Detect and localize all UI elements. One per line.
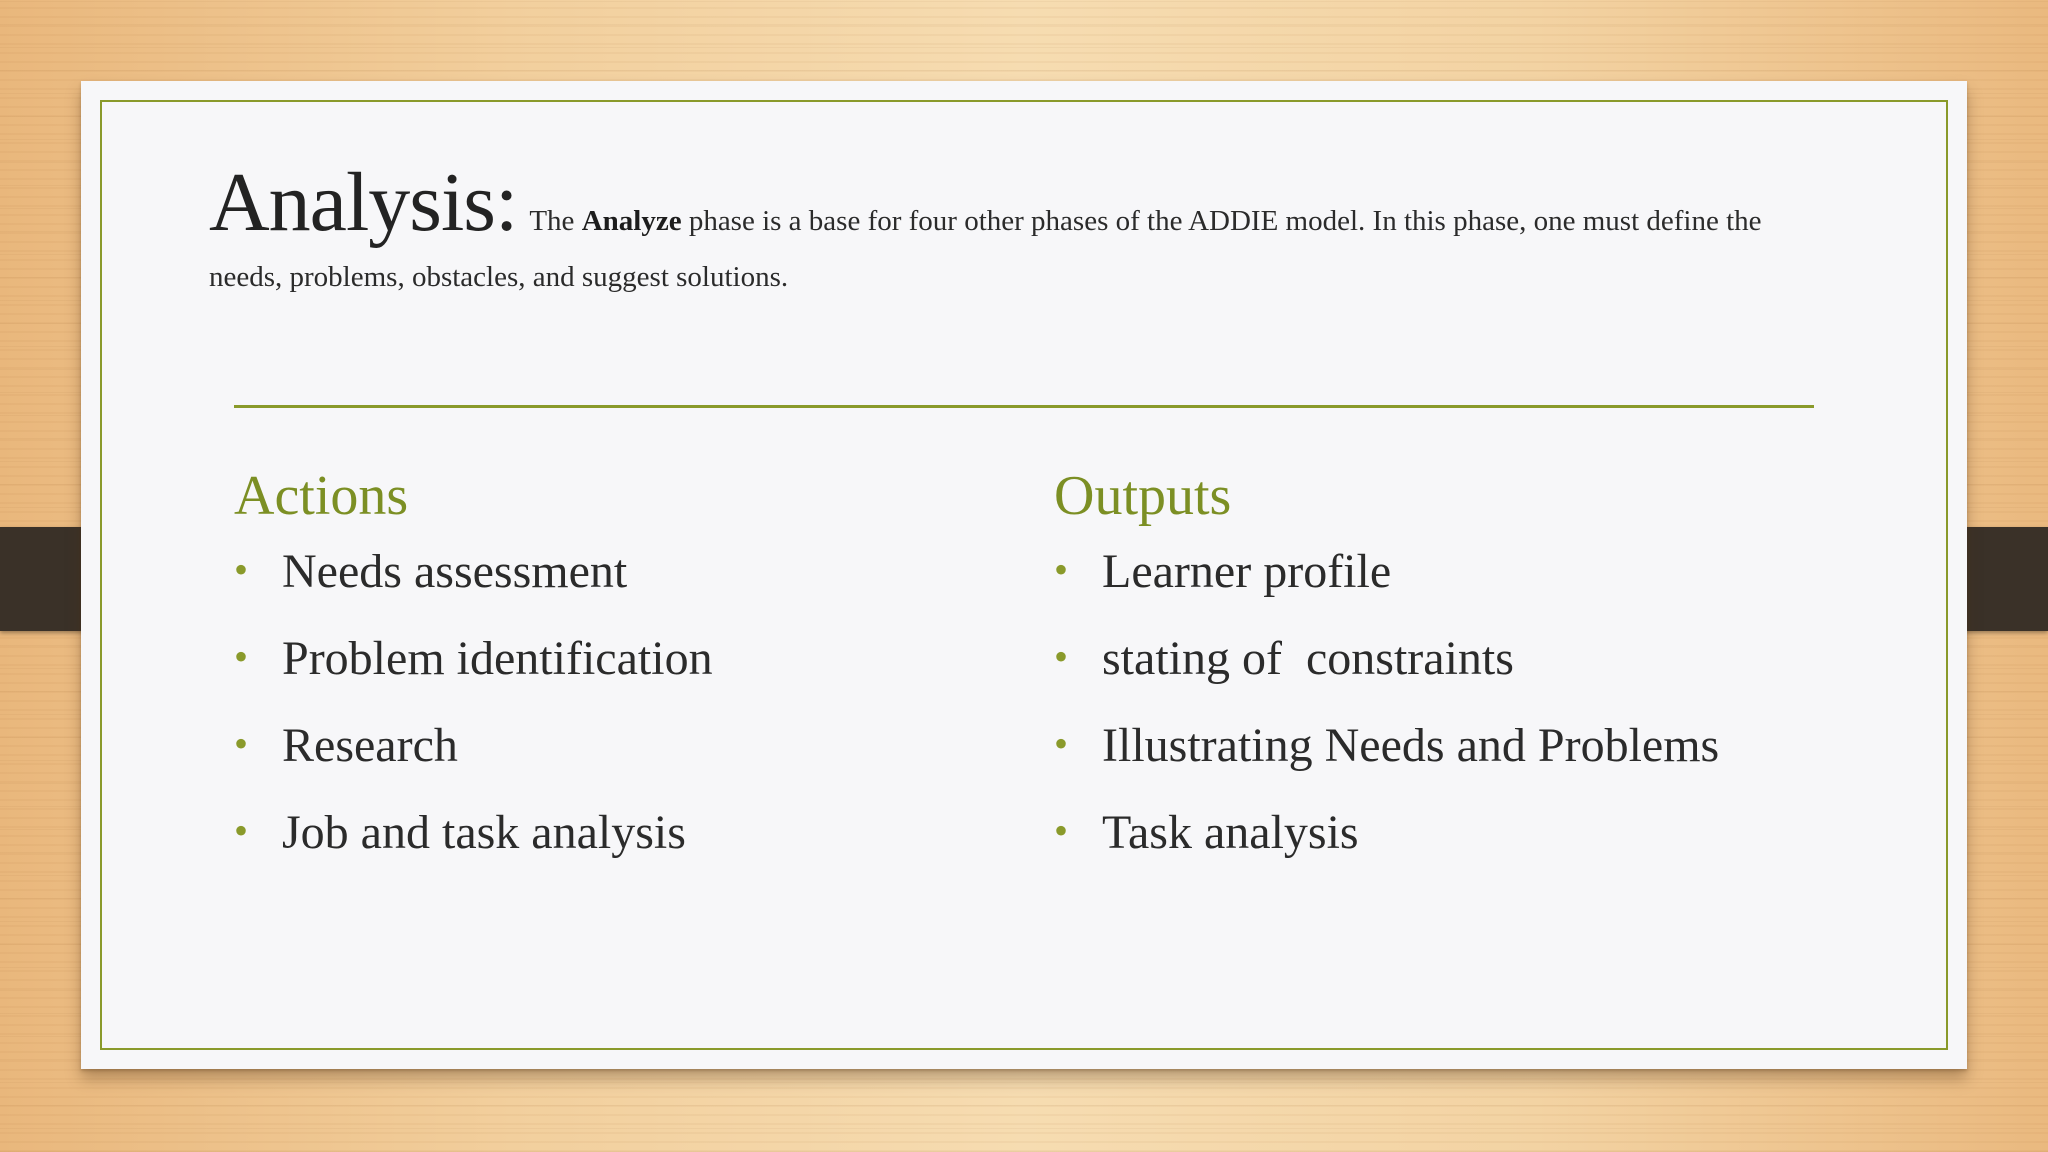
list-item — [234, 798, 1014, 885]
list-item — [1054, 624, 1854, 711]
outputs-list — [1054, 537, 1854, 885]
list-item-label: Problem identification — [282, 632, 713, 685]
list-item — [1054, 537, 1854, 624]
outputs-column — [1054, 461, 1854, 885]
bullet-icon: • — [234, 634, 249, 679]
list-item-label: Research — [282, 719, 458, 772]
list-item-label: Task analysis — [1102, 806, 1359, 859]
list-item — [234, 537, 1014, 624]
bullet-icon: • — [234, 808, 249, 853]
bullet-icon: • — [1054, 721, 1069, 766]
list-item — [234, 711, 1014, 798]
bullet-icon: • — [1054, 808, 1069, 853]
list-item — [234, 624, 1014, 711]
intro-bold: Analyze — [581, 205, 682, 237]
intro-post: phase is a base for four other phases of the ADDIE model. In this phase, one must define the needs, problems, obstacles, and suggest solutions. — [209, 205, 1762, 293]
list-item-label: Needs assessment — [282, 545, 628, 598]
slide-title: Analysis: — [209, 156, 518, 249]
list-item-label: Job and task analysis — [282, 806, 686, 859]
bullet-icon: • — [234, 547, 249, 592]
divider-line — [234, 405, 1814, 408]
bullet-icon: • — [1054, 634, 1069, 679]
actions-heading: Actions — [234, 465, 409, 527]
outputs-heading: Outputs — [1054, 465, 1232, 527]
slide-header — [209, 156, 1769, 305]
list-item — [1054, 711, 1854, 798]
list-item-label: Illustrating Needs and Problems — [1102, 719, 1720, 772]
actions-list — [234, 537, 1014, 885]
bullet-icon: • — [234, 721, 249, 766]
list-item — [1054, 798, 1854, 885]
intro-pre: The — [529, 205, 582, 237]
bullet-icon: • — [1054, 547, 1069, 592]
list-item-label: stating of constraints — [1102, 632, 1514, 685]
actions-column — [234, 461, 1014, 885]
list-item-label: Learner profile — [1102, 545, 1392, 598]
slide-card — [81, 81, 1967, 1069]
